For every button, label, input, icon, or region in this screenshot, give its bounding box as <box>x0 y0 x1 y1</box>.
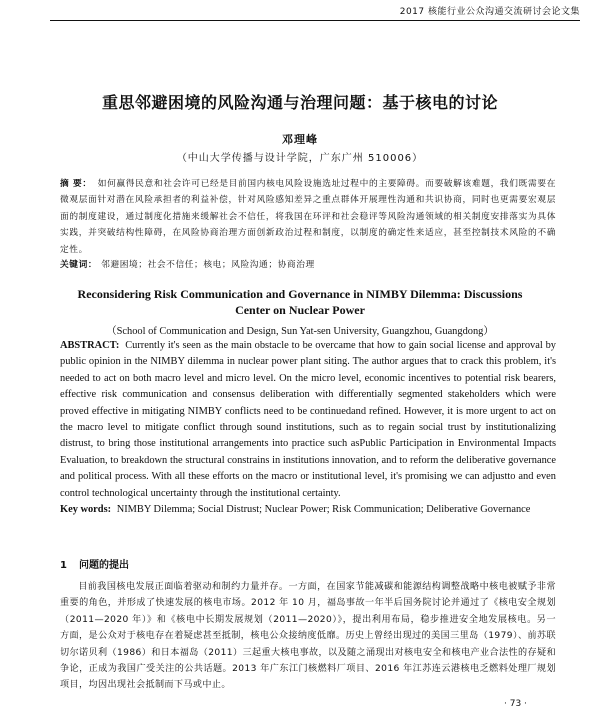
chinese-keywords <box>60 258 556 270</box>
chinese-affiliation: （中山大学传播与设计学院，广东广州 510006） <box>176 153 424 164</box>
english-keywords-text: NIMBY Dilemma; Social Distrust; Nuclear Power; Risk Communication; Deliberative Governance <box>116 504 531 515</box>
section-number: 1 <box>60 560 67 571</box>
english-abstract <box>60 338 556 502</box>
section-title: 问题的提出 <box>78 560 129 571</box>
english-abstract-label: ABSTRACT: <box>60 340 120 351</box>
section-paragraph: 目前我国核电发展正面临着驱动和制约力量并存。一方面，在国家节能减碳和能源结构调整战略中核电被赋予非常重要的角色，并形成了快速发展的核电市场。2012 年 10 月，福岛事故一年半后国务院讨论并通过了《核电安全规划（2011—2020 年）》和《核电中长期发展规划（2011—2020）》，提出利用布局，稳步推进安全地发展核电。另一方面，是公众对于核电存在着疑虑甚至抵制，核电公众接纳度低靡。历史上曾经出现过的美国三里岛（1979）、前苏联切尔诺贝利（1986）和日本福岛（2011）三起重大核电事故，以及随之涌现出对核电安全和核电产业合法性的存疑和争论，正成为我国广受关注的公共话题。2013 年广东江门核燃料厂项目、2016 年江苏连云港核电乏燃料处理厂规划项目，均因出现社会抵制而下马或中止。 <box>60 582 556 691</box>
chinese-abstract-text: 如何赢得民意和社会许可已经是目前国内核电风险设施选址过程中的主要障碍。而要破解该难题，我们既需要在微观层面针对潜在风险承担者的利益补偿，针对风险感知差异之重点群体开展理性沟通和共识协商，同时也更需要宏观层面的制度建设，通过制度化措施来缓解社会不信任，将我国在环评和社会稳评等风险沟通领域的相关制度安排落实为具体实践，并突破结构性障碍，在风险协商治理方面创新政治过程和制度，以制度的确定性来适应，甚至控制技术风险的不确定性。 <box>60 179 556 255</box>
english-affiliation: （School of Communication and Design, Sun Yat-sen University, Guangzhou, Guangdong） <box>106 326 494 337</box>
english-abstract-text: Currently it's seen as the main obstacle to be overcame that how to gain social license and approval by public opinion in the NIMBY dilemma in nuclear power plant siting. The author argues that to crack this problem, it's needed to act on both macro level and micro level. On the micro level, economic incentives to potential risk bearers, effective risk communication and consensus deliberation with differentially segmented stakeholders which were proved effective in mitigating NIMBY conflicts need to be continuedand refined. However, it is more urgent to act on the macro level to mitigate conflict through sound institutions, such as to regain social trust by institutionalizing distrust, to bring those institutional arrangements into practice such asPublic Participation in Environmental Impacts Evaluation, to breakdown the structural constrains in institutions innovation, and to reform the deliberative governance and political process. With all these efforts on the macro or institutional level, it's promising we can adjustto and even control technological uncertainty through the institutional certainty. <box>60 340 556 499</box>
author-name: 邓理峰 <box>282 133 318 146</box>
chinese-abstract-label: 摘 要： <box>60 179 92 189</box>
chinese-title: 重思邻避困境的风险沟通与治理问题：基于核电的讨论 <box>101 93 498 112</box>
chinese-abstract <box>60 176 556 258</box>
running-head: 2017 核能行业公众沟通交流研讨会论文集 <box>399 7 580 17</box>
english-keywords-label: Key words: <box>60 504 112 515</box>
english-title: Reconsidering Risk Communication and Governance in NIMBY Dilemma: Discussions Center on Nuclear Power <box>77 287 523 317</box>
section-heading <box>60 556 129 571</box>
english-keywords <box>60 502 556 518</box>
chinese-keywords-label: 关键词： <box>60 260 98 270</box>
chinese-keywords-text: 邻避困境；社会不信任；核电；风险沟通；协商治理 <box>101 260 315 270</box>
page-number: · 73 · <box>504 699 527 709</box>
header-rule <box>50 20 580 21</box>
